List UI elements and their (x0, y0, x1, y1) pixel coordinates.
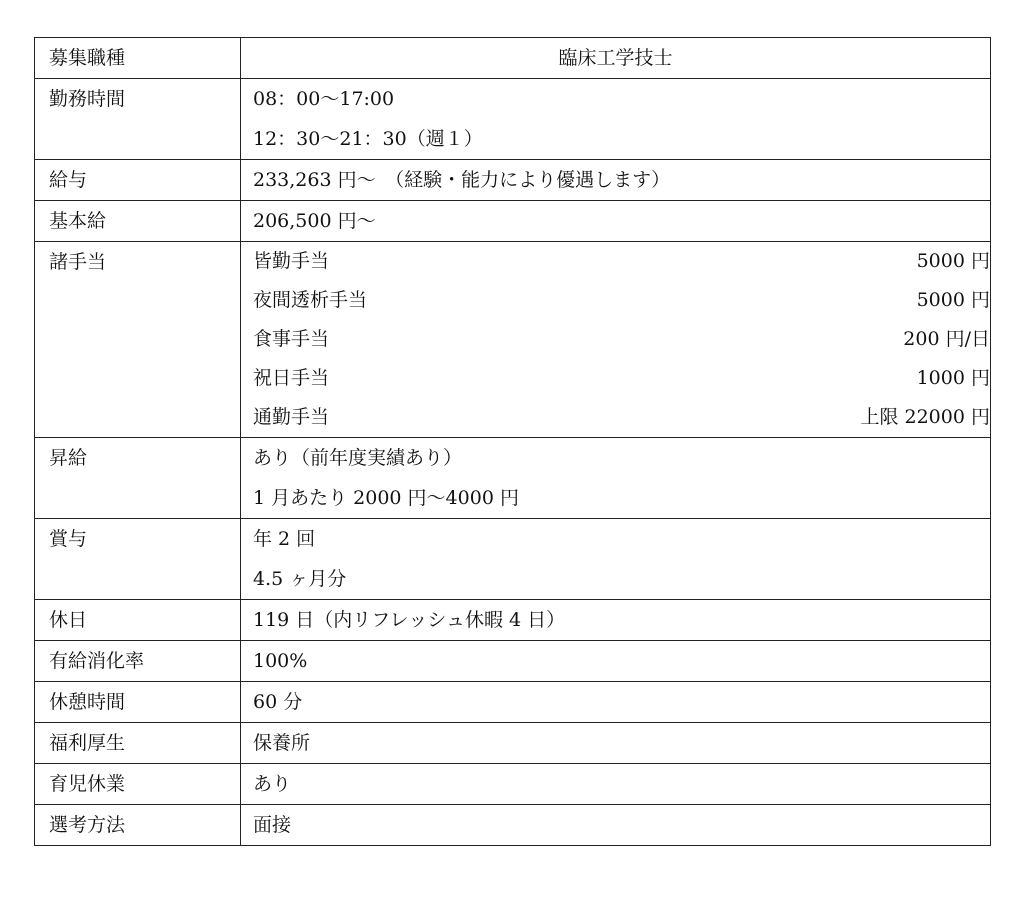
row-label: 福利厚生 (49, 732, 126, 754)
selection-method-value: 面接 (253, 814, 292, 836)
row-base-pay (35, 201, 991, 242)
row-benefits (35, 723, 991, 764)
row-label: 賞与 (49, 528, 88, 550)
label-cell (35, 242, 241, 438)
allowance-name: 夜間透析手当 (253, 289, 368, 311)
row-label: 諸手当 (49, 251, 107, 273)
label-cell (35, 38, 241, 79)
allowance-name: 食事手当 (253, 328, 330, 350)
value-cell (241, 519, 991, 600)
row-raise (35, 438, 991, 519)
row-work-hours (35, 79, 991, 160)
work-hours-line: 12：30～21：30（週１） (253, 128, 483, 150)
row-selection-method (35, 805, 991, 846)
row-label: 募集職種 (49, 47, 126, 69)
base-pay-value: 206,500 円～ (253, 210, 376, 232)
row-label: 勤務時間 (49, 88, 126, 110)
value-cell (241, 201, 991, 242)
label-cell (35, 519, 241, 600)
allowance-amount: 5000 円 (916, 289, 990, 311)
row-label: 昇給 (49, 447, 88, 469)
label-cell (35, 600, 241, 641)
allowance-name: 通勤手当 (253, 406, 330, 428)
label-cell (35, 682, 241, 723)
value-cell (241, 600, 991, 641)
raise-line: あり（前年度実績あり） (253, 447, 463, 469)
row-allowances (35, 242, 991, 438)
salary-value: 233,263 円～ （経験・能力により優遇します） (253, 169, 671, 191)
label-cell (35, 764, 241, 805)
value-cell (241, 805, 991, 846)
value-cell (241, 682, 991, 723)
allowance-name: 祝日手当 (253, 367, 330, 389)
allowance-item (253, 242, 990, 281)
row-job-type (35, 38, 991, 79)
label-cell (35, 723, 241, 764)
job-posting-table (34, 37, 991, 846)
row-label: 有給消化率 (49, 650, 145, 672)
label-cell (35, 160, 241, 201)
row-paid-leave-rate (35, 641, 991, 682)
label-cell (35, 438, 241, 519)
label-cell (35, 79, 241, 160)
allowance-item (253, 398, 990, 437)
row-childcare-leave (35, 764, 991, 805)
row-bonus (35, 519, 991, 600)
row-label: 選考方法 (49, 814, 126, 836)
childcare-leave-value: あり (253, 773, 292, 795)
allowance-amount: 200 円/日 (903, 328, 990, 350)
value-cell (241, 242, 991, 438)
allowance-item (253, 359, 990, 398)
row-salary (35, 160, 991, 201)
allowance-amount: 5000 円 (916, 250, 990, 272)
holidays-value: 119 日（内リフレッシュ休暇 4 日） (253, 609, 566, 631)
row-break-time (35, 682, 991, 723)
row-label: 休憩時間 (49, 691, 126, 713)
value-cell (241, 641, 991, 682)
paid-leave-rate-value: 100% (253, 650, 308, 672)
value-cell (241, 723, 991, 764)
label-cell (35, 641, 241, 682)
break-time-value: 60 分 (253, 691, 303, 713)
row-label: 基本給 (49, 210, 107, 232)
row-label: 休日 (49, 609, 88, 631)
value-cell (241, 38, 991, 79)
bonus-line: 4.5 ヶ月分 (253, 568, 347, 590)
label-cell (35, 805, 241, 846)
benefits-value: 保養所 (253, 732, 311, 754)
value-cell (241, 160, 991, 201)
value-cell (241, 79, 991, 160)
allowance-item (253, 320, 990, 359)
allowance-item (253, 281, 990, 320)
work-hours-line: 08：00～17:00 (253, 88, 395, 110)
label-cell (35, 201, 241, 242)
value-cell (241, 438, 991, 519)
row-label: 育児休業 (49, 773, 126, 795)
value-cell (241, 764, 991, 805)
bonus-line: 年 2 回 (253, 528, 316, 550)
allowance-amount: 1000 円 (916, 367, 990, 389)
row-label: 給与 (49, 169, 88, 191)
job-type-value: 臨床工学技士 (558, 47, 673, 69)
raise-line: 1 月あたり 2000 円～4000 円 (253, 487, 519, 509)
allowance-amount: 上限 22000 円 (860, 406, 990, 428)
row-holidays (35, 600, 991, 641)
allowance-name: 皆勤手当 (253, 250, 330, 272)
